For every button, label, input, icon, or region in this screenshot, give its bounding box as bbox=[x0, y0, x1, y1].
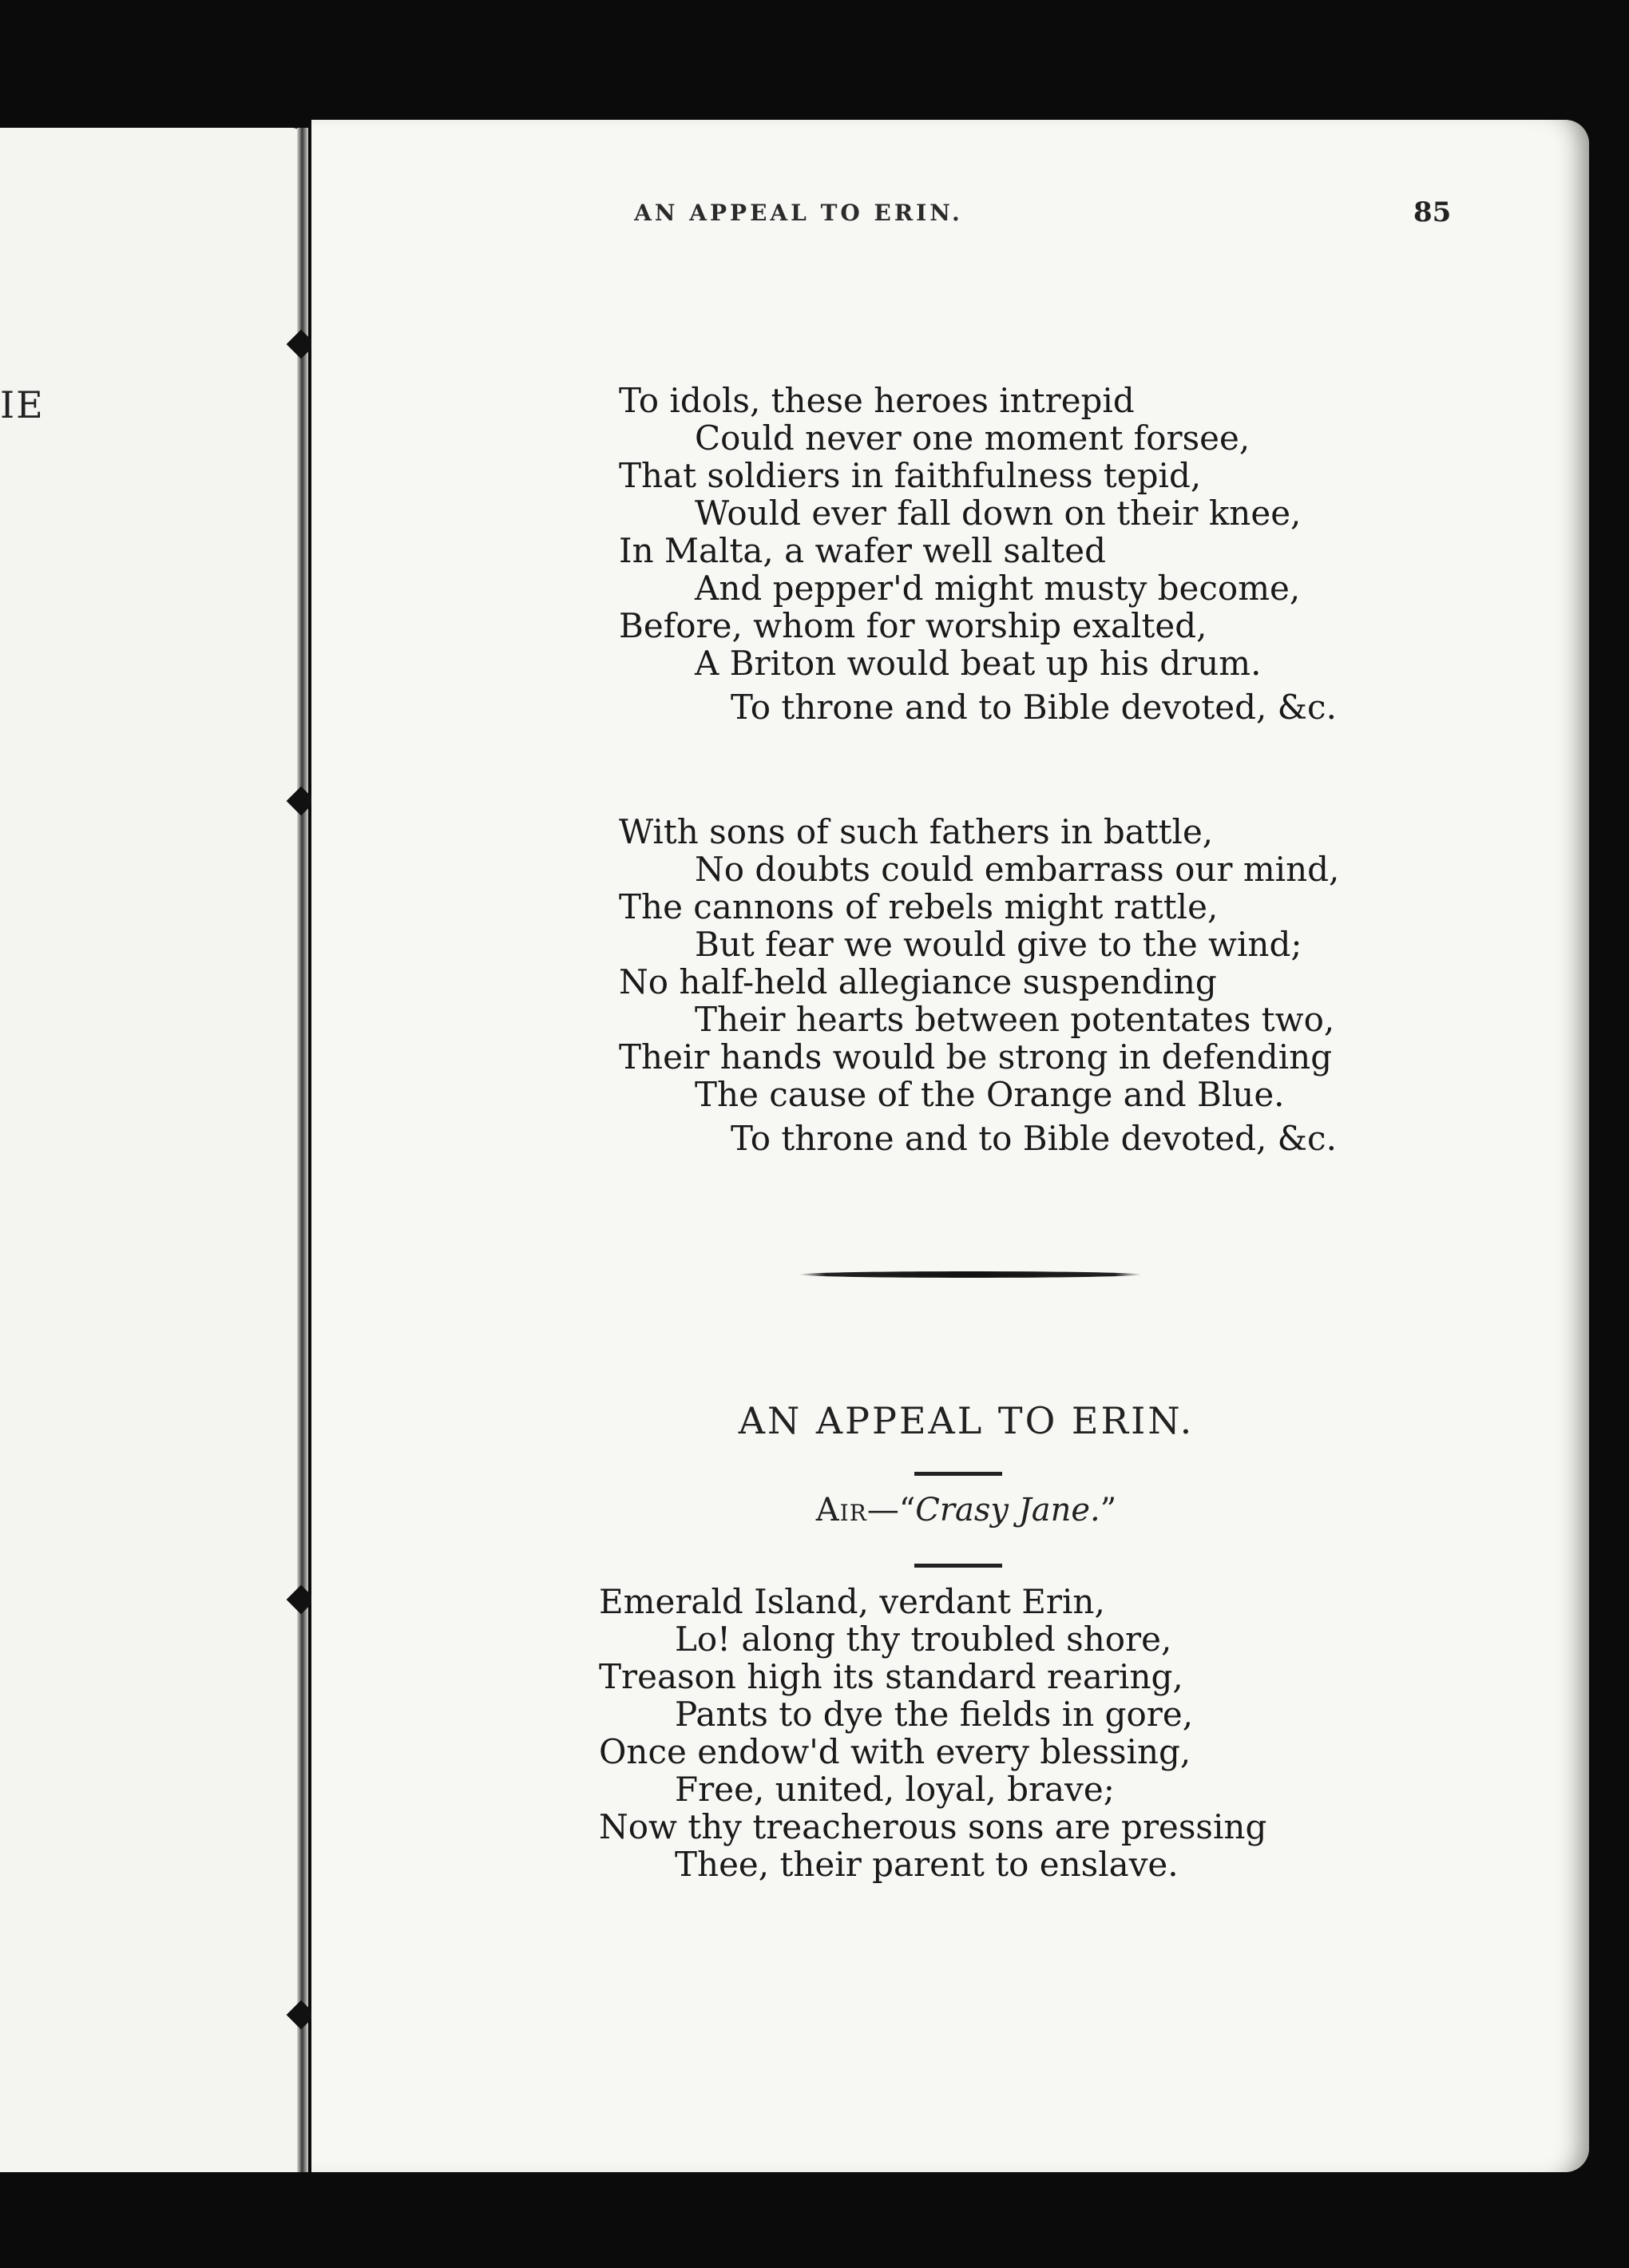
verse-line: Before, whom for worship exalted, bbox=[619, 606, 1207, 645]
air-name: Crasy Jane. bbox=[915, 1492, 1100, 1529]
verse-line: With sons of such fathers in battle, bbox=[619, 812, 1214, 851]
refrain-line: To throne and to Bible devoted, &c. bbox=[731, 688, 1337, 727]
stanza-1 bbox=[619, 382, 1337, 726]
stanza-2 bbox=[619, 813, 1339, 1157]
song-title: AN APPEAL TO ERIN. bbox=[738, 1399, 1195, 1442]
verse-line: Thee, their parent to enslave. bbox=[675, 1845, 1179, 1884]
air-close-quote: ” bbox=[1100, 1492, 1117, 1529]
refrain-line: To throne and to Bible devoted, &c. bbox=[731, 1119, 1337, 1158]
verse-line: Lo! along thy troubled shore, bbox=[675, 1620, 1172, 1659]
title-rule bbox=[914, 1472, 1002, 1476]
stanza-erin bbox=[599, 1583, 1266, 1883]
verse-line: Treason high its standard rearing, bbox=[599, 1657, 1183, 1696]
page-number: 85 bbox=[1413, 196, 1452, 228]
verse-line: Pants to dye the fields in gore, bbox=[675, 1695, 1194, 1734]
verse-line: In Malta, a wafer well salted bbox=[619, 531, 1106, 570]
verse-line: That soldiers in faithfulness tepid, bbox=[619, 456, 1202, 495]
verse-line: Emerald Island, verdant Erin, bbox=[599, 1582, 1105, 1621]
book-gutter bbox=[297, 128, 308, 2172]
verse-line: The cannons of rebels might rattle, bbox=[619, 887, 1219, 926]
verse-line: Their hands would be strong in defending bbox=[619, 1037, 1333, 1077]
verse-line: But fear we would give to the wind; bbox=[695, 925, 1302, 964]
verse-line: Could never one moment forsee, bbox=[695, 418, 1250, 458]
running-head: AN APPEAL TO ERIN. bbox=[634, 200, 963, 226]
verse-line: And pepper'd might musty become, bbox=[695, 569, 1301, 608]
verse-line: Would ever fall down on their knee, bbox=[695, 494, 1302, 533]
air-label: Air bbox=[815, 1492, 867, 1529]
verse-line: A Briton would beat up his drum. bbox=[695, 644, 1262, 683]
verse-line: Free, united, loyal, brave; bbox=[675, 1770, 1115, 1809]
verse-line: Their hearts between potentates two, bbox=[695, 1000, 1335, 1039]
verse-line: No half-held allegiance suspending bbox=[619, 962, 1217, 1001]
left-page-text-fragment: IE bbox=[0, 383, 45, 426]
left-page bbox=[0, 128, 303, 2172]
verse-line: Once endow'd with every blessing, bbox=[599, 1732, 1191, 1771]
verse-line: No doubts could embarrass our mind, bbox=[695, 850, 1340, 889]
air-rule bbox=[914, 1564, 1002, 1568]
air-dash: —“ bbox=[866, 1492, 916, 1529]
verse-line: To idols, these heroes intrepid bbox=[619, 381, 1135, 420]
verse-line: The cause of the Orange and Blue. bbox=[695, 1075, 1285, 1114]
section-divider-ornament bbox=[799, 1271, 1142, 1278]
air-attribution bbox=[607, 1492, 1326, 1529]
verse-line: Now thy treacherous sons are pressing bbox=[599, 1807, 1267, 1846]
